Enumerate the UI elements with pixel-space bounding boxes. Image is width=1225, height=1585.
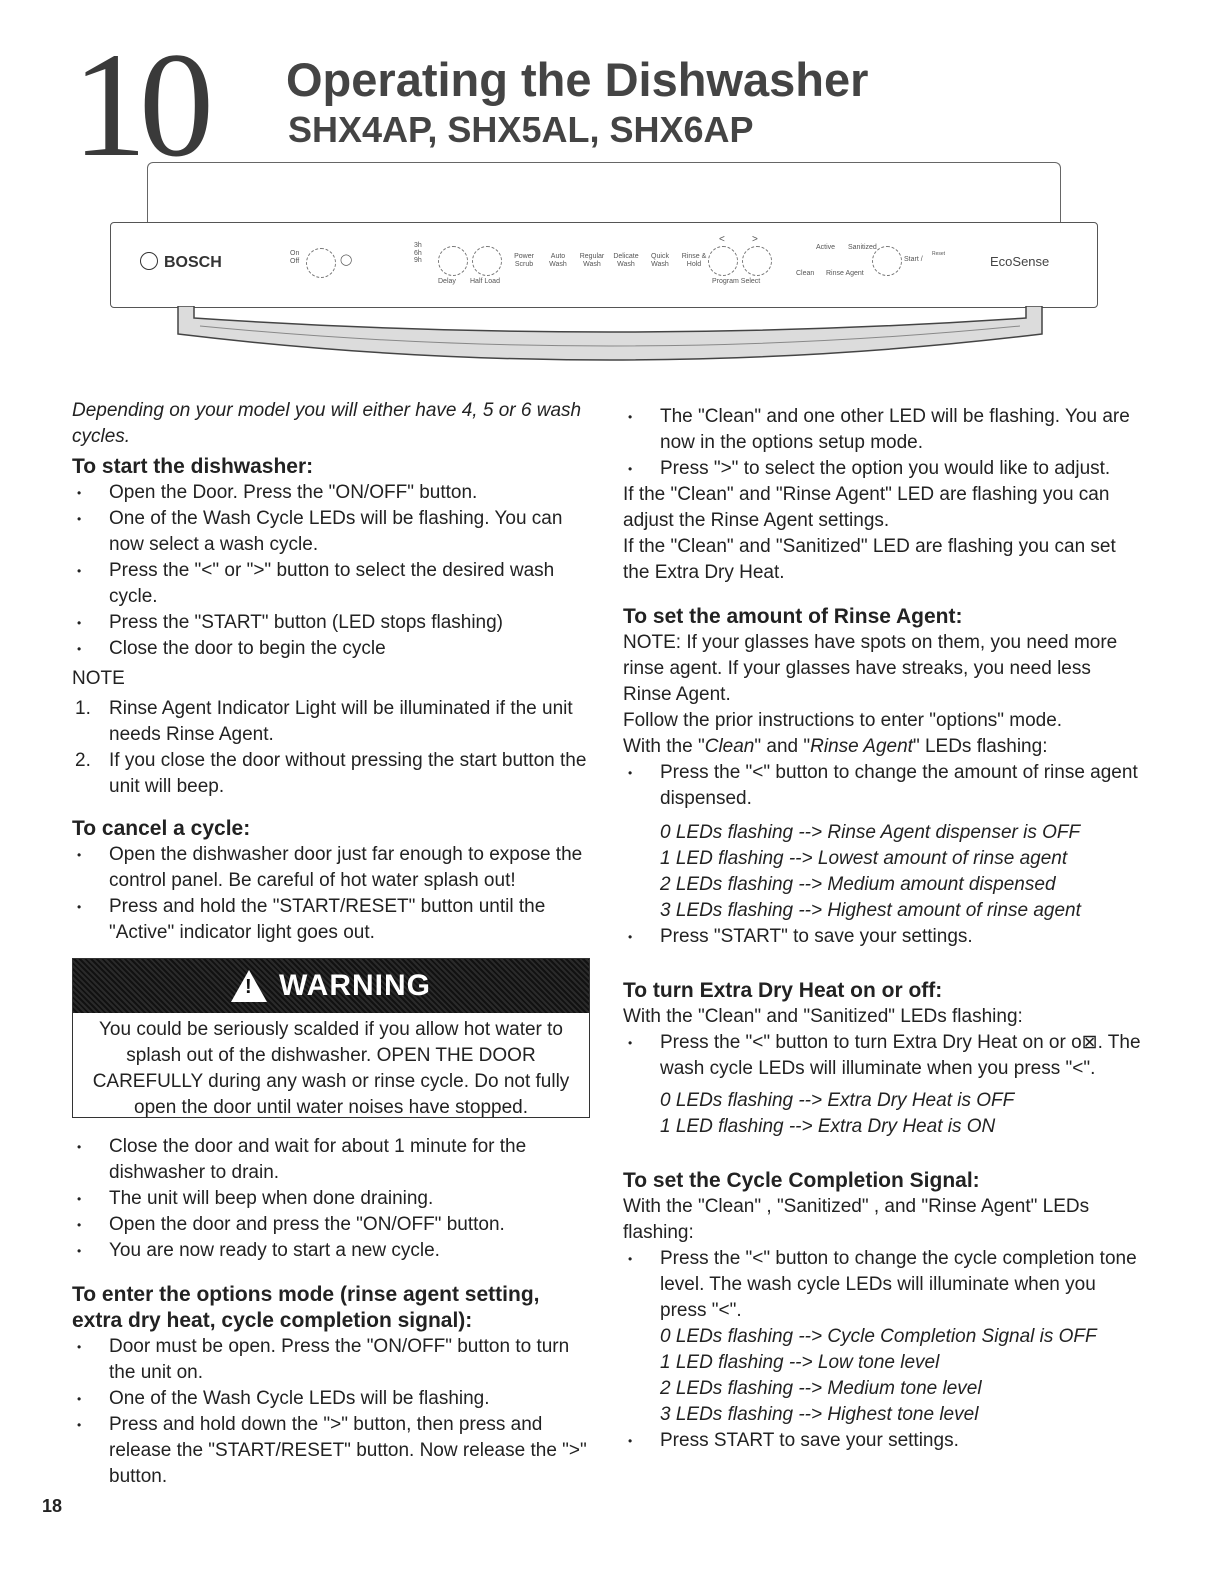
warning-box [72,958,590,1118]
cycle-label-power-scrub: Power Scrub [514,253,534,268]
list-item: • Close the door to begin the cycle [72,636,588,662]
signal-with: With the "Clean" , "Sanitized" , and "Rinse Agent" LEDs flashing: [623,1196,1090,1243]
on-off-button[interactable] [306,248,336,278]
options-heading: To enter the options mode (rinse agent setting, extra dry heat, cycle completion signal): [72,1283,540,1332]
brand-logo: BOSCH [140,252,222,272]
left-column-lower [72,1134,588,1490]
half-load-label: Half Load [470,278,500,285]
door-handle [140,306,1080,372]
list-item: • Press the "<" button to turn Extra Dry Heat on or o⊠. The wash cycle LEDs will illuminate when you press "<". [623,1030,1143,1082]
list-item: • The "Clean" and one other LED will be flashing. You are now in the options setup mode. [623,404,1143,456]
intro-text: Depending on your model you will either have 4, 5 or 6 wash cycles. [72,400,582,447]
warning-header [73,959,589,1013]
list-item: • You are now ready to start a new cycle. [72,1238,588,1264]
signal-heading: To set the Cycle Completion Signal: [623,1169,980,1192]
ecosense-label: EcoSense [990,254,1050,269]
list-item: • Open the door and press the "ON/OFF" button. [72,1212,588,1238]
list-item: • Press and hold down the ">" button, then press and release the "START/RESET" button. Now release the ">" button. [72,1412,588,1490]
level-item: 0 LEDs flashing --> Cycle Completion Signal is OFF [660,1326,1097,1347]
note-label: NOTE [72,668,125,689]
right-column [623,404,1143,1454]
options-paragraph: If the "Clean" and "Sanitized" LED are flashing you can set the Extra Dry Heat. [623,536,1116,583]
list-item: • Press ">" to select the option you would like to adjust. [623,456,1143,482]
bosch-logo-icon [140,252,158,270]
level-item: 1 LED flashing --> Low tone level [660,1352,940,1373]
delay-hours: 3h 6h 9h [414,242,422,265]
start-label: Start / [904,256,923,263]
half-load-button[interactable] [472,246,502,276]
cycle-label-rinse-hold: Rinse & Hold [681,253,707,268]
on-off-labels: On Off [290,250,300,265]
page-subtitle: SHX4AP, SHX5AL, SHX6AP [288,109,754,150]
cycle-label-quick-wash: Quick Wash [651,253,669,268]
list-item: • Open the Door. Press the "ON/OFF" button. [72,480,588,506]
cancel-heading: To cancel a cycle: [72,817,251,840]
list-item: • Door must be open. Press the "ON/OFF" button to turn the unit on. [72,1334,588,1386]
list-item: • Press the "START" button (LED stops flashing) [72,610,588,636]
list-item: • The unit will beep when done draining. [72,1186,588,1212]
level-item: 2 LEDs flashing --> Medium amount dispensed [660,874,1056,895]
list-item: • Press the "<" or ">" button to select the desired wash cycle. [72,558,588,610]
level-item: 2 LEDs flashing --> Medium tone level [660,1378,982,1399]
list-item: • Open the dishwasher door just far enough to expose the control panel. Be careful of hot water splash out! [72,842,588,894]
rinse-note: NOTE: If your glasses have spots on them, you need more rinse agent. If your glasses have streaks, you need less Rinse Agent. [623,632,1118,705]
dry-heading: To turn Extra Dry Heat on or off: [623,979,943,1002]
prev-symbol: < [719,234,725,245]
page-title: Operating the Dishwasher [286,53,869,106]
rinse-follow: Follow the prior instructions to enter "options" mode. [623,710,1063,731]
list-item: • Press the "<" button to change the amount of rinse agent dispensed. [623,760,1143,812]
list-item: • Press and hold the "START/RESET" button until the "Active" indicator light goes out. [72,894,588,946]
page-number: 18 [42,1496,63,1516]
next-button[interactable] [742,246,772,276]
power-icon: ◯ [340,254,353,266]
note-item: 1. Rinse Agent Indicator Light will be illuminated if the unit needs Rinse Agent. [75,698,573,745]
cycle-label-regular-wash: Regular Wash [579,253,605,268]
level-item: 1 LED flashing --> Extra Dry Heat is ON [660,1116,996,1137]
program-select-label: Program Select [712,278,761,285]
left-column [72,398,588,946]
dry-with: With the "Clean" and "Sanitized" LEDs flashing: [623,1006,1023,1027]
status-sanitized: Sanitized [848,244,877,251]
list-item: • Press the "<" button to change the cycle completion tone level. The wash cycle LEDs will illuminate when you press "<". [623,1246,1143,1324]
warning-title: WARNING [279,969,431,1002]
level-item: 3 LEDs flashing --> Highest tone level [660,1404,979,1425]
warning-text: You could be seriously scalded if you allow hot water to splash out of the dishwasher. OPEN THE DOOR CAREFULLY during any wash or rinse cycle. Do not fully open the door until water noises have stopped. [92,1019,570,1118]
status-clean: Clean [796,270,815,277]
rinse-heading: To set the amount of Rinse Agent: [623,605,963,628]
level-item: 1 LED flashing --> Lowest amount of rinse agent [660,848,1068,869]
level-item: 0 LEDs flashing --> Rinse Agent dispenser is OFF [660,822,1081,843]
list-item: • Press "START" to save your settings. [623,924,1143,950]
prev-button[interactable] [708,246,738,276]
status-active: Active [816,244,836,251]
delay-label: Delay [438,278,456,285]
next-symbol: > [752,234,758,245]
dishwasher-door-top [147,162,1061,225]
status-rinse-agent: Rinse Agent [826,270,864,277]
cycle-label-auto-wash: Auto Wash [549,253,567,268]
chapter-number: 10 [72,22,206,188]
note-item: 2. If you close the door without pressing the start button the unit will beep. [75,750,587,797]
level-item: 0 LEDs flashing --> Extra Dry Heat is OFF [660,1090,1015,1111]
delay-button[interactable] [438,246,468,276]
reset-label: Reset [932,251,946,257]
start-heading: To start the dishwasher: [72,455,314,478]
list-item: • Press START to save your settings. [623,1428,1143,1454]
warning-triangle-icon: ! [231,970,267,1002]
rinse-with: With the "Clean" and "Rinse Agent" LEDs flashing: [623,736,1048,757]
list-item: • One of the Wash Cycle LEDs will be flashing. [72,1386,588,1412]
start-reset-button[interactable] [872,246,902,276]
list-item: • One of the Wash Cycle LEDs will be flashing. You can now select a wash cycle. [72,506,588,558]
options-paragraph: If the "Clean" and "Rinse Agent" LED are flashing you can adjust the Rinse Agent settings. [623,484,1110,531]
list-item: • Close the door and wait for about 1 minute for the dishwasher to drain. [72,1134,588,1186]
cycle-label-delicate-wash: Delicate Wash [613,253,639,268]
level-item: 3 LEDs flashing --> Highest amount of rinse agent [660,900,1081,921]
